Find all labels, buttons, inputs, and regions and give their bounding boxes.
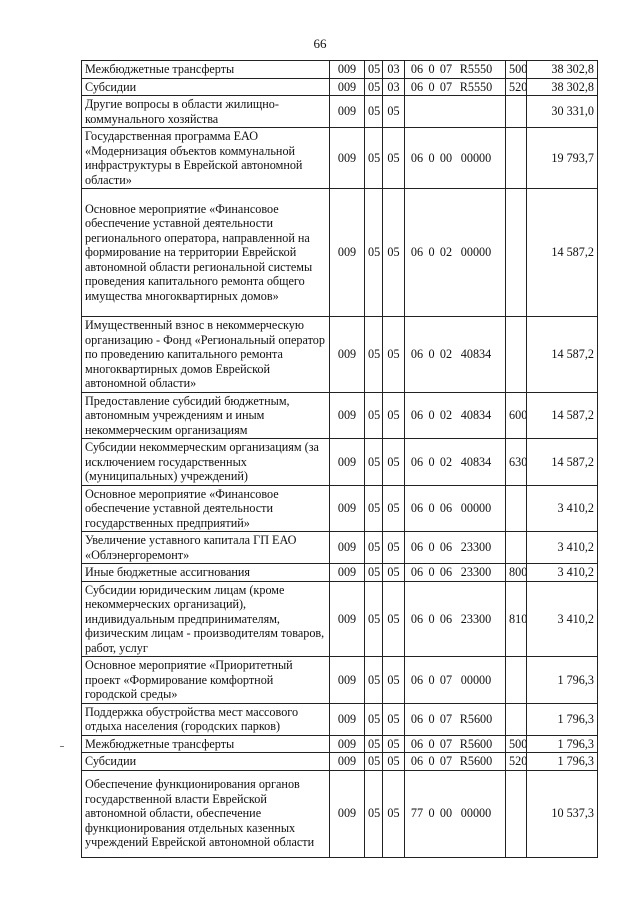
expense-type-code: 520 — [506, 753, 527, 771]
budget-table — [81, 60, 598, 858]
program-code: 06 — [410, 408, 424, 422]
subsection-code: 05 — [383, 581, 405, 657]
measure-code: 02 — [439, 454, 453, 469]
subsection-code: 05 — [383, 564, 405, 582]
item-name: Субсидии — [82, 78, 330, 96]
subprogram-code: 0 — [428, 736, 435, 751]
measure-code: 02 — [439, 347, 453, 361]
measure-code: 07 — [439, 736, 453, 751]
section-code: 05 — [365, 532, 383, 564]
item-name: Другие вопросы в области жилищно-коммунального хозяйства — [82, 96, 330, 128]
item-name: Государственная программа ЕАО «Модернизация объектов коммунальной инфраструктуры в Еврейской автономной области» — [82, 128, 330, 189]
measure-code: 02 — [439, 408, 453, 422]
amount: 14 587,2 — [527, 317, 598, 393]
measure-code: 06 — [439, 611, 453, 626]
item-name: Обеспечение функционирования органов государственной власти Еврейской автономной области, обеспечение функционирования отдельных казенных учреждений Еврейской автономной области — [82, 770, 330, 857]
program-code: 06 — [410, 754, 424, 768]
item-name: Субсидии некоммерческим организациям (за исключением государственных (муниципальных) учреждений) — [82, 439, 330, 486]
section-code: 05 — [365, 317, 383, 393]
subprogram-code: 0 — [428, 245, 435, 260]
subsection-code: 03 — [383, 78, 405, 96]
amount: 3 410,2 — [527, 485, 598, 532]
program-code: 06 — [410, 711, 424, 726]
target-article-code — [405, 703, 506, 735]
program-code: 77 — [410, 806, 424, 821]
expense-direction-code: R5600 — [459, 711, 493, 726]
ministry-code: 009 — [330, 770, 365, 857]
ministry-code: 009 — [330, 317, 365, 393]
section-code: 05 — [365, 439, 383, 486]
measure-code: 07 — [439, 79, 453, 94]
table-row — [82, 770, 598, 857]
ministry-code: 009 — [330, 485, 365, 532]
program-code: 06 — [410, 150, 424, 165]
item-name: Межбюджетные трансферты — [82, 61, 330, 79]
program-code: 06 — [410, 62, 424, 76]
subsection-code: 05 — [383, 392, 405, 439]
subprogram-code: 0 — [428, 806, 435, 821]
target-article-code — [405, 753, 506, 771]
table-row — [82, 564, 598, 582]
section-code: 05 — [365, 657, 383, 704]
measure-code: 06 — [439, 501, 453, 515]
subprogram-code: 0 — [428, 611, 435, 626]
subprogram-code: 0 — [428, 408, 435, 422]
expense-type-code — [506, 532, 527, 564]
ministry-code: 009 — [330, 61, 365, 79]
item-name: Увеличение уставного капитала ГП ЕАО «Облэнергоремонт» — [82, 532, 330, 564]
subsection-code: 05 — [383, 317, 405, 393]
item-name: Субсидии юридическим лицам (кроме некоммерческих организаций), индивидуальным предпринимателям, физическим лицам - производителям товаров, работ, услуг — [82, 581, 330, 657]
expense-direction-code: 00000 — [460, 672, 492, 687]
target-article-code — [405, 564, 506, 582]
table-row — [82, 735, 598, 753]
section-code: 05 — [365, 78, 383, 96]
amount: 38 302,8 — [527, 78, 598, 96]
subprogram-code: 0 — [428, 672, 435, 687]
expense-type-code — [506, 703, 527, 735]
amount: 38 302,8 — [527, 61, 598, 79]
section-code: 05 — [365, 735, 383, 753]
ministry-code: 009 — [330, 532, 365, 564]
subprogram-code: 0 — [428, 754, 435, 768]
table-row — [82, 703, 598, 735]
expense-direction-code: 40834 — [460, 454, 492, 469]
expense-type-code: 500 — [506, 61, 527, 79]
amount: 1 796,3 — [527, 753, 598, 771]
ministry-code: 009 — [330, 78, 365, 96]
target-article-code — [405, 392, 506, 439]
subsection-code: 05 — [383, 770, 405, 857]
section-code: 05 — [365, 753, 383, 771]
target-article-code — [405, 189, 506, 317]
target-article-code — [405, 485, 506, 532]
amount: 14 587,2 — [527, 189, 598, 317]
measure-code: 07 — [439, 754, 453, 768]
amount: 1 796,3 — [527, 657, 598, 704]
amount: 19 793,7 — [527, 128, 598, 189]
amount: 30 331,0 — [527, 96, 598, 128]
subsection-code: 05 — [383, 753, 405, 771]
expense-type-code — [506, 128, 527, 189]
expense-direction-code: 40834 — [460, 408, 492, 422]
subsection-code: 05 — [383, 439, 405, 486]
expense-type-code — [506, 96, 527, 128]
measure-code: 06 — [439, 565, 453, 579]
expense-direction-code: 23300 — [460, 565, 492, 579]
section-code: 05 — [365, 96, 383, 128]
subprogram-code: 0 — [428, 711, 435, 726]
subsection-code: 05 — [383, 128, 405, 189]
program-code: 06 — [410, 565, 424, 579]
subprogram-code: 0 — [428, 79, 435, 94]
amount: 14 587,2 — [527, 439, 598, 486]
target-article-code — [405, 61, 506, 79]
expense-direction-code: 00000 — [460, 245, 492, 260]
margin-mark — [60, 746, 64, 747]
section-code: 05 — [365, 581, 383, 657]
expense-type-code — [506, 657, 527, 704]
table-row — [82, 61, 598, 79]
measure-code: 00 — [439, 806, 453, 821]
expense-direction-code: 00000 — [460, 150, 492, 165]
subprogram-code: 0 — [428, 347, 435, 361]
ministry-code: 009 — [330, 657, 365, 704]
ministry-code: 009 — [330, 581, 365, 657]
measure-code: 02 — [439, 245, 453, 260]
subsection-code: 03 — [383, 61, 405, 79]
subprogram-code: 0 — [428, 150, 435, 165]
program-code: 06 — [410, 611, 424, 626]
section-code: 05 — [365, 703, 383, 735]
expense-direction-code: 23300 — [460, 540, 492, 555]
ministry-code: 009 — [330, 392, 365, 439]
subsection-code: 05 — [383, 657, 405, 704]
table-row — [82, 657, 598, 704]
expense-direction-code: R5600 — [459, 754, 493, 768]
program-code: 06 — [410, 672, 424, 687]
target-article-code — [405, 532, 506, 564]
ministry-code: 009 — [330, 189, 365, 317]
table-row — [82, 78, 598, 96]
item-name: Предоставление субсидий бюджетным, автономным учреждениям и иным некоммерческим организациям — [82, 392, 330, 439]
table-row — [82, 128, 598, 189]
expense-direction-code: R5550 — [459, 79, 493, 94]
amount: 1 796,3 — [527, 735, 598, 753]
program-code: 06 — [410, 454, 424, 469]
target-article-code — [405, 581, 506, 657]
target-article-code — [405, 128, 506, 189]
table-row — [82, 753, 598, 771]
expense-direction-code: 23300 — [460, 611, 492, 626]
expense-direction-code: R5550 — [459, 62, 493, 76]
subprogram-code: 0 — [428, 62, 435, 76]
item-name: Субсидии — [82, 753, 330, 771]
amount: 14 587,2 — [527, 392, 598, 439]
subsection-code: 05 — [383, 735, 405, 753]
table-row — [82, 317, 598, 393]
amount: 3 410,2 — [527, 581, 598, 657]
program-code: 06 — [410, 79, 424, 94]
target-article-code — [405, 735, 506, 753]
expense-type-code — [506, 485, 527, 532]
table-row — [82, 485, 598, 532]
section-code: 05 — [365, 392, 383, 439]
target-article-code — [405, 78, 506, 96]
item-name: Поддержка обустройства мест массового отдыха населения (городских парков) — [82, 703, 330, 735]
subprogram-code: 0 — [428, 501, 435, 515]
amount: 3 410,2 — [527, 532, 598, 564]
target-article-code — [405, 317, 506, 393]
table-row — [82, 439, 598, 486]
expense-direction-code: R5600 — [459, 736, 493, 751]
subprogram-code: 0 — [428, 540, 435, 555]
expense-type-code — [506, 189, 527, 317]
section-code: 05 — [365, 485, 383, 532]
target-article-code — [405, 657, 506, 704]
measure-code: 06 — [439, 540, 453, 555]
expense-type-code: 630 — [506, 439, 527, 486]
program-code: 06 — [410, 736, 424, 751]
program-code: 06 — [410, 245, 424, 260]
subsection-code: 05 — [383, 703, 405, 735]
table-row — [82, 96, 598, 128]
table-row — [82, 392, 598, 439]
item-name: Основное мероприятие «Финансовое обеспечение уставной деятельности государственных предприятий» — [82, 485, 330, 532]
section-code: 05 — [365, 128, 383, 189]
expense-type-code: 520 — [506, 78, 527, 96]
amount: 3 410,2 — [527, 564, 598, 582]
subsection-code: 05 — [383, 532, 405, 564]
expense-direction-code: 40834 — [460, 347, 492, 361]
ministry-code: 009 — [330, 439, 365, 486]
ministry-code: 009 — [330, 753, 365, 771]
item-name: Межбюджетные трансферты — [82, 735, 330, 753]
section-code: 05 — [365, 564, 383, 582]
measure-code: 07 — [439, 62, 453, 76]
ministry-code: 009 — [330, 128, 365, 189]
measure-code: 07 — [439, 672, 453, 687]
table-row — [82, 189, 598, 317]
ministry-code: 009 — [330, 96, 365, 128]
expense-direction-code: 00000 — [460, 806, 492, 821]
item-name: Иные бюджетные ассигнования — [82, 564, 330, 582]
item-name: Основное мероприятие «Приоритетный проект «Формирование комфортной городской среды» — [82, 657, 330, 704]
program-code: 06 — [410, 347, 424, 361]
measure-code: 00 — [439, 150, 453, 165]
expense-type-code: 810 — [506, 581, 527, 657]
program-code: 06 — [410, 540, 424, 555]
target-article-code — [405, 439, 506, 486]
subsection-code: 05 — [383, 189, 405, 317]
subprogram-code: 0 — [428, 454, 435, 469]
section-code: 05 — [365, 189, 383, 317]
subsection-code: 05 — [383, 96, 405, 128]
section-code: 05 — [365, 61, 383, 79]
page-number: 66 — [313, 36, 327, 51]
section-code: 05 — [365, 770, 383, 857]
ministry-code: 009 — [330, 703, 365, 735]
item-name: Имущественный взнос в некоммерческую организацию - Фонд «Региональный оператор по проведению капитального ремонта многоквартирных домов Еврейской автономной области» — [82, 317, 330, 393]
program-code: 06 — [410, 501, 424, 515]
ministry-code: 009 — [330, 735, 365, 753]
expense-type-code — [506, 770, 527, 857]
item-name: Основное мероприятие «Финансовое обеспечение уставной деятельности регионального оператора, направленной на формирование на территории Еврейской автономной области региональной системы проведения капитального ремонта общего имущества многоквартирных домов» — [82, 189, 330, 317]
subsection-code: 05 — [383, 485, 405, 532]
expense-type-code: 500 — [506, 735, 527, 753]
expense-type-code — [506, 317, 527, 393]
table-row — [82, 581, 598, 657]
subprogram-code: 0 — [428, 565, 435, 579]
ministry-code: 009 — [330, 564, 365, 582]
measure-code: 07 — [439, 711, 453, 726]
expense-type-code: 800 — [506, 564, 527, 582]
table-row — [82, 532, 598, 564]
expense-direction-code: 00000 — [460, 501, 492, 515]
amount: 1 796,3 — [527, 703, 598, 735]
target-article-code — [405, 96, 506, 128]
target-article-code — [405, 770, 506, 857]
amount: 10 537,3 — [527, 770, 598, 857]
expense-type-code: 600 — [506, 392, 527, 439]
